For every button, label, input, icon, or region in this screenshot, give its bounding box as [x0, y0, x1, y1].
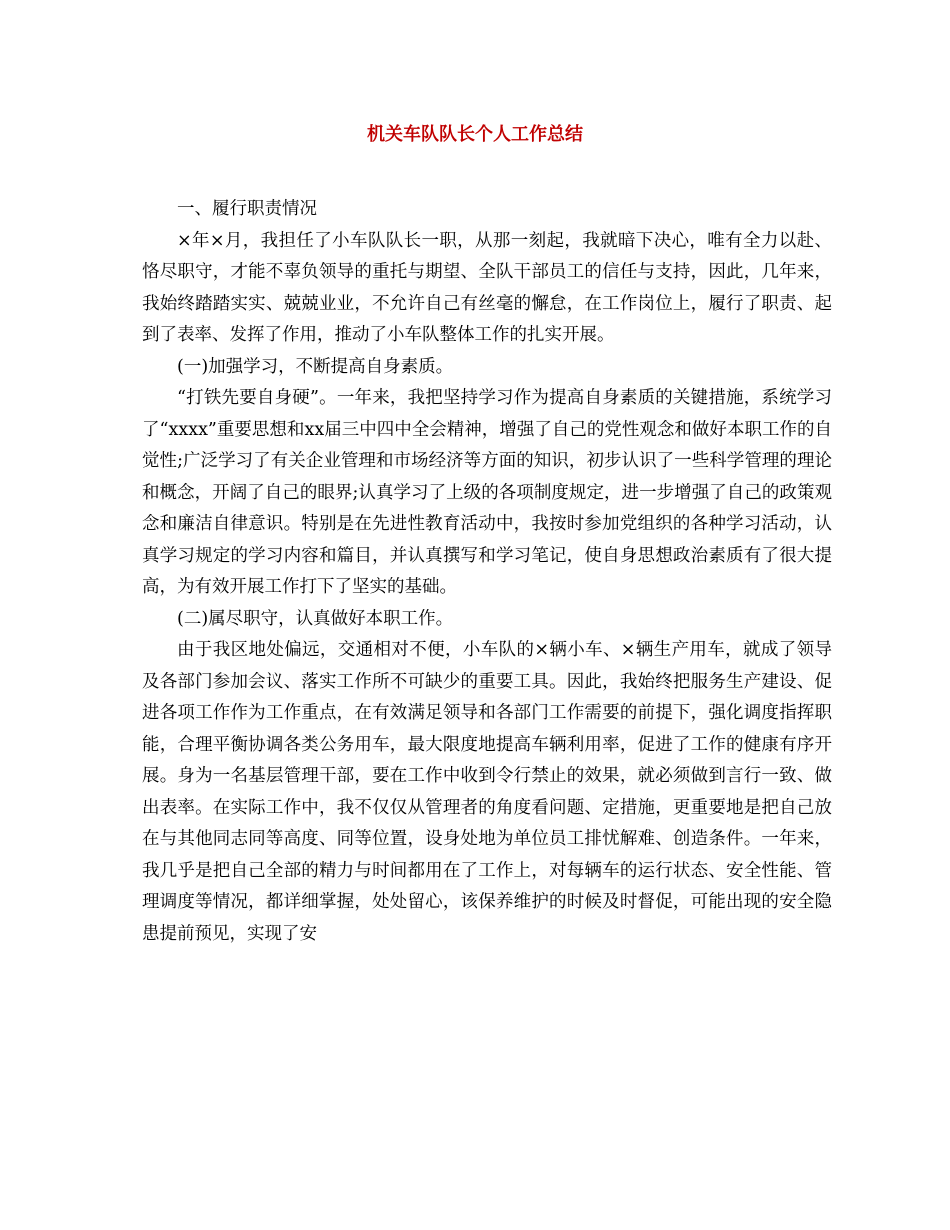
document-title: 机关车队队长个人工作总结 — [367, 124, 583, 145]
section-heading-duty: 一、履行职责情况 — [177, 199, 317, 219]
paragraph-study: “打铁先要自身硬”。一年来，我把坚持学习作为提高自身素质的关键措施，系统学习了“xxxx”重要思想和xx届三中四中全会精神，增强了自己的党性观念和做好本职工作的自觉性;广泛学习了有关企业管理和市场经济等方面的知识，初步认识了一些科学管理的理论和概念，开阔了自己的眼界;认真学习了上级的各项制度规定，进一步增强了自己的政策观念和廉洁自律意识。特别是在先进性教育活动中，我按时参加党组织的各种学习活动，认真学习规定的学习内容和篇目，并认真撰写和学习笔记，使自身思想政治素质有了很大提高，为有效开展工作打下了坚实的基础。 — [142, 388, 832, 597]
subheading-study: (一)加强学习，不断提高自身素质。 — [177, 356, 454, 377]
paragraph-duty: 由于我区地处偏远，交通相对不便，小车队的×辆小车、×辆生产用车，就成了领导及各部门参加会议、落实工作所不可缺少的重要工具。因此，我始终把服务生产建设、促进各项工作作为工作重点，在有效满足领导和各部门工作需要的前提下，强化调度指挥职能，合理平衡协调各类公务用车，最大限度地提高车辆利用率，促进了工作的健康有序开展。身为一名基层管理干部，要在工作中收到令行禁止的效果，就必须做到言行一致、做出表率。在实际工作中，我不仅仅从管理者的角度看问题、定措施，更重要地是把自己放在与其他同志同等高度、同等位置，设身处地为单位员工排忧解难、创造条件。一年来，我几乎是把自己全部的精力与时间都用在了工作上，对每辆车的运行状态、安全性能、管理调度等情况，都详细掌握，处处留心，该保养维护的时候及时督促，可能出现的安全隐患提前预见，实现了安 — [142, 640, 832, 944]
paragraph-intro: ×年×月，我担任了小车队队长一职，从那一刻起，我就暗下决心，唯有全力以赴、恪尽职守，才能不辜负领导的重托与期望、全队干部员工的信任与支持，因此，几年来，我始终踏踏实实、兢兢业业，不允许自己有丝毫的懈怠，在工作岗位上，履行了职责、起到了表率、发挥了作用，推动了小车队整体工作的扎实开展。 — [142, 230, 832, 345]
subheading-duty: (二)属尽职守，认真做好本职工作。 — [177, 608, 454, 629]
document-body — [142, 194, 832, 950]
